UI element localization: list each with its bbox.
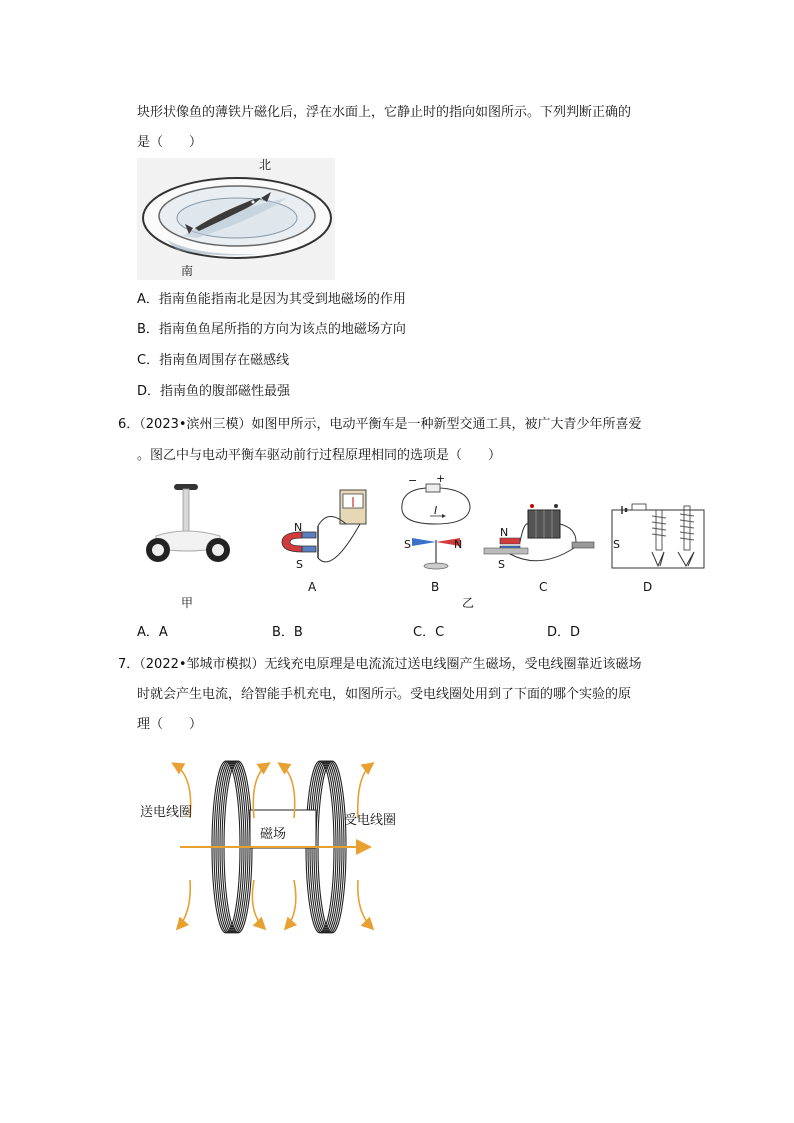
q5-option-a[interactable]: A．指南鱼能指南北是因为其受到地磁场的作用 [137,292,406,307]
label-yi: 乙 [462,596,475,610]
q6-option-a[interactable]: A．A [137,625,168,640]
compass-fish-figure [137,158,335,280]
q5-text-line2: 是（ ） [137,135,203,150]
send-coil-label: 送电线圈 [140,805,193,820]
option-b-figure [396,472,476,580]
option-b-north: N [454,538,463,551]
wireless-charging-figure [140,756,410,938]
q6-option-c[interactable]: C．C [413,625,445,640]
option-a-figure [272,488,372,578]
q7-text-line3: 理（ ） [137,717,203,732]
option-d-switch: S [613,538,620,551]
option-a-south: S [296,558,303,571]
option-c-caption: C [539,580,548,594]
option-c-north: N [500,526,509,539]
q6-option-d[interactable]: D．D [547,625,581,640]
balance-car-figure [138,478,238,578]
q6-text-line1: 6．（2023•滨州三模）如图甲所示，电动平衡车是一种新型交通工具，被广大青少年所喜爱 [118,417,642,432]
option-b-current: I [434,504,438,517]
option-a-caption: A [308,580,317,594]
option-c-figure [480,498,600,578]
option-d-caption: D [643,580,653,594]
q6-option-b[interactable]: B．B [272,625,303,640]
option-a-north: N [294,521,303,534]
option-b-caption: B [431,580,440,594]
option-d-figure [608,496,708,576]
south-label: 南 [181,264,194,278]
option-b-minus: − [408,474,418,487]
receive-coil-label: 受电线圈 [344,813,397,828]
q5-option-b[interactable]: B．指南鱼鱼尾所指的方向为该点的地磁场方向 [137,322,406,337]
q5-option-c[interactable]: C．指南鱼周围存在磁感线 [137,353,290,368]
q5-text-line1: 块形状像鱼的薄铁片磁化后，浮在水面上，它静止时的指向如图所示。下列判断正确的 [137,105,632,120]
q6-text-line2: 。图乙中与电动平衡车驱动前行过程原理相同的选项是（ ） [137,448,502,463]
q7-text-line2: 时就会产生电流，给智能手机充电，如图所示。受电线圈处用到了下面的哪个实验的原 [137,687,632,702]
option-b-south: S [404,538,411,551]
q7-text-line1: 7．（2022•邹城市模拟）无线充电原理是电流流过送电线圈产生磁场，受电线圈靠近该磁场 [118,657,642,672]
option-b-plus: + [436,472,446,485]
field-label: 磁场 [260,827,287,842]
north-label: 北 [259,158,272,172]
q5-option-d[interactable]: D．指南鱼的腹部磁性最强 [137,384,291,399]
label-jia: 甲 [181,596,194,610]
option-c-south: S [498,558,505,571]
